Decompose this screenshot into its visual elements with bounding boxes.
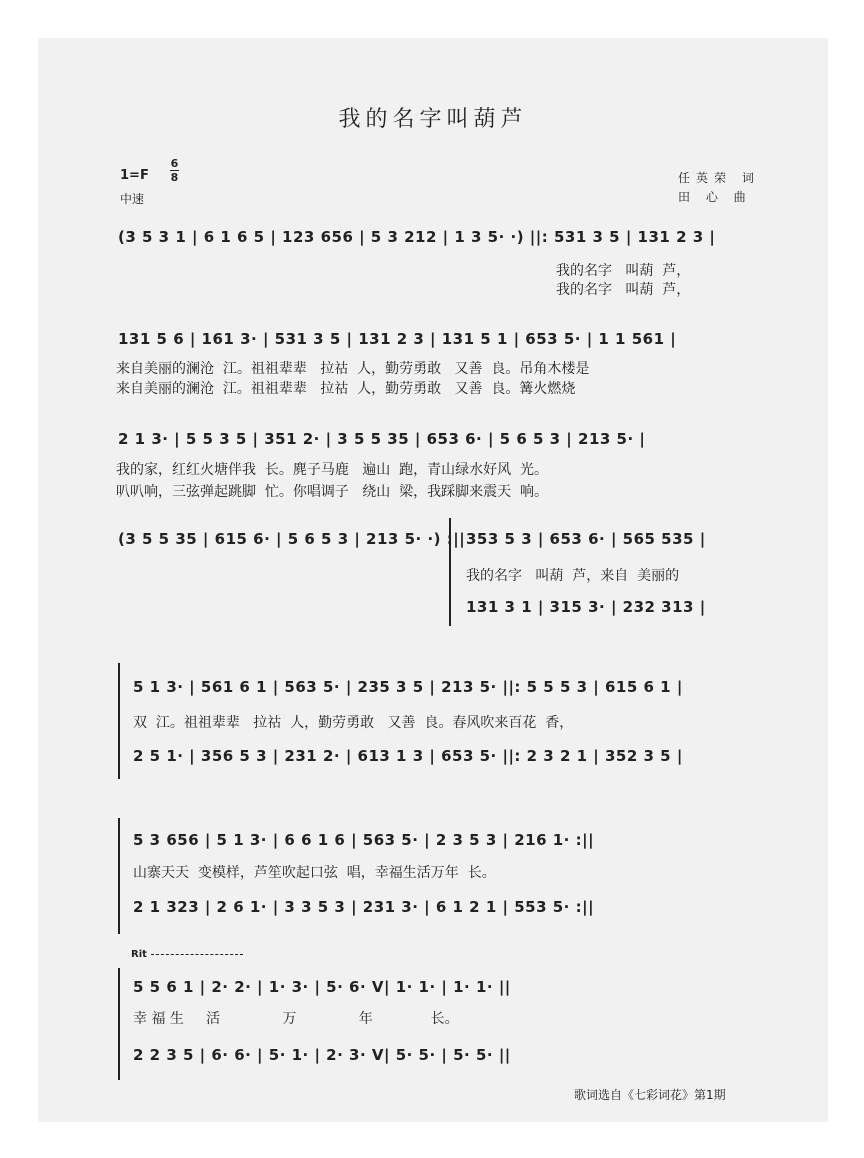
- lyric-row-5: 双 江。祖祖辈辈 拉祜 人，勤劳勇敢 又善 良。春风吹来百花 香，: [133, 715, 574, 731]
- notation-row-4-intro: (3 5 5 35 | 615 6· | 5 6 5 3 | 213 5· ·) :||: [118, 530, 466, 548]
- score-sheet: [38, 38, 828, 1122]
- meter-denominator: 8: [170, 171, 179, 184]
- composer-credit: 田 心 曲: [678, 190, 752, 204]
- key-signature: 1=F: [120, 168, 149, 183]
- lyric-row-3a: 我的家，红红火塘伴我 长。麂子马鹿 遍山 跑，青山绿水好风 光。: [116, 462, 549, 478]
- part-bracket-7: [118, 968, 124, 1080]
- notation-row-6-lower: 2 1 323 | 2 6 1· | 3 3 5 3 | 231 3· | 6 1 2 1 | 553 5· :||: [133, 898, 595, 916]
- rit-dash-line: [151, 954, 243, 955]
- notation-row-4-lower: 131 3 1 | 315 3· | 232 313 |: [466, 598, 706, 616]
- lyric-row-2a: 来自美丽的澜沧 江。祖祖辈辈 拉祜 人，勤劳勇敢 又善 良。吊角木楼是: [116, 361, 590, 377]
- source-note: 歌词选自《七彩词花》第1期: [574, 1088, 726, 1102]
- notation-row-3: 2 1 3· | 5 5 3 5 | 351 2· | 3 5 5 35 | 653 6· | 5 6 5 3 | 213 5· |: [118, 430, 646, 448]
- notation-row-2: 131 5 6 | 161 3· | 531 3 5 | 131 2 3 | 131 5 1 | 653 5· | 1 1 561 |: [118, 330, 677, 348]
- lyricist-credit: 任英荣 词: [678, 171, 760, 185]
- notation-row-1: (3 5 3 1 | 6 1 6 5 | 123 656 | 5 3 212 | 1 3 5· ·) ||: 531 3 5 | 131 2 3 |: [118, 228, 716, 246]
- lyric-row-1b: 我的名字 叫葫 芦，: [556, 282, 691, 298]
- part-bracket-4: [449, 518, 455, 626]
- lyric-row-7: 幸 福 生 活 万 年 长。: [133, 1011, 459, 1027]
- notation-row-7-upper: 5 5 6 1 | 2· 2· | 1· 3· | 5· 6· V| 1· 1· | 1· 1· ||: [133, 978, 511, 996]
- meter-numerator: 6: [170, 157, 179, 170]
- lyric-row-4: 我的名字 叫葫 芦，来自 美丽的: [466, 568, 680, 584]
- ritardando-mark: [131, 949, 243, 960]
- page-title: 我的名字叫葫芦: [338, 107, 528, 132]
- tempo-mark: 中速: [120, 192, 145, 206]
- lyric-row-2b: 来自美丽的澜沧 江。祖祖辈辈 拉祜 人，勤劳勇敢 又善 良。篝火燃烧: [116, 381, 576, 397]
- lyric-row-1a: 我的名字 叫葫 芦，: [556, 263, 691, 279]
- rit-label: Rit: [131, 949, 147, 960]
- part-bracket-6: [118, 818, 124, 934]
- lyric-row-3b: 叭叭响，三弦弹起跳脚 忙。你唱调子 绕山 梁，我踩脚来震天 响。: [116, 484, 549, 500]
- notation-row-6-upper: 5 3 656 | 5 1 3· | 6 6 1 6 | 563 5· | 2 3 5 3 | 216 1· :||: [133, 831, 595, 849]
- part-bracket-5: [118, 663, 124, 779]
- notation-row-7-lower: 2 2 3 5 | 6· 6· | 5· 1· | 2· 3· V| 5· 5· | 5· 5· ||: [133, 1046, 511, 1064]
- notation-row-5-upper: 5 1 3· | 561 6 1 | 563 5· | 235 3 5 | 213 5· ||: 5 5 5 3 | 615 6 1 |: [133, 678, 683, 696]
- notation-row-4-upper: 353 5 3 | 653 6· | 565 535 |: [466, 530, 706, 548]
- notation-row-5-lower: 2 5 1· | 356 5 3 | 231 2· | 613 1 3 | 653 5· ||: 2 3 2 1 | 352 3 5 |: [133, 747, 683, 765]
- lyric-row-6: 山寨天天 变模样，芦笙吹起口弦 唱，幸福生活万年 长。: [133, 865, 496, 881]
- time-signature: [170, 157, 179, 184]
